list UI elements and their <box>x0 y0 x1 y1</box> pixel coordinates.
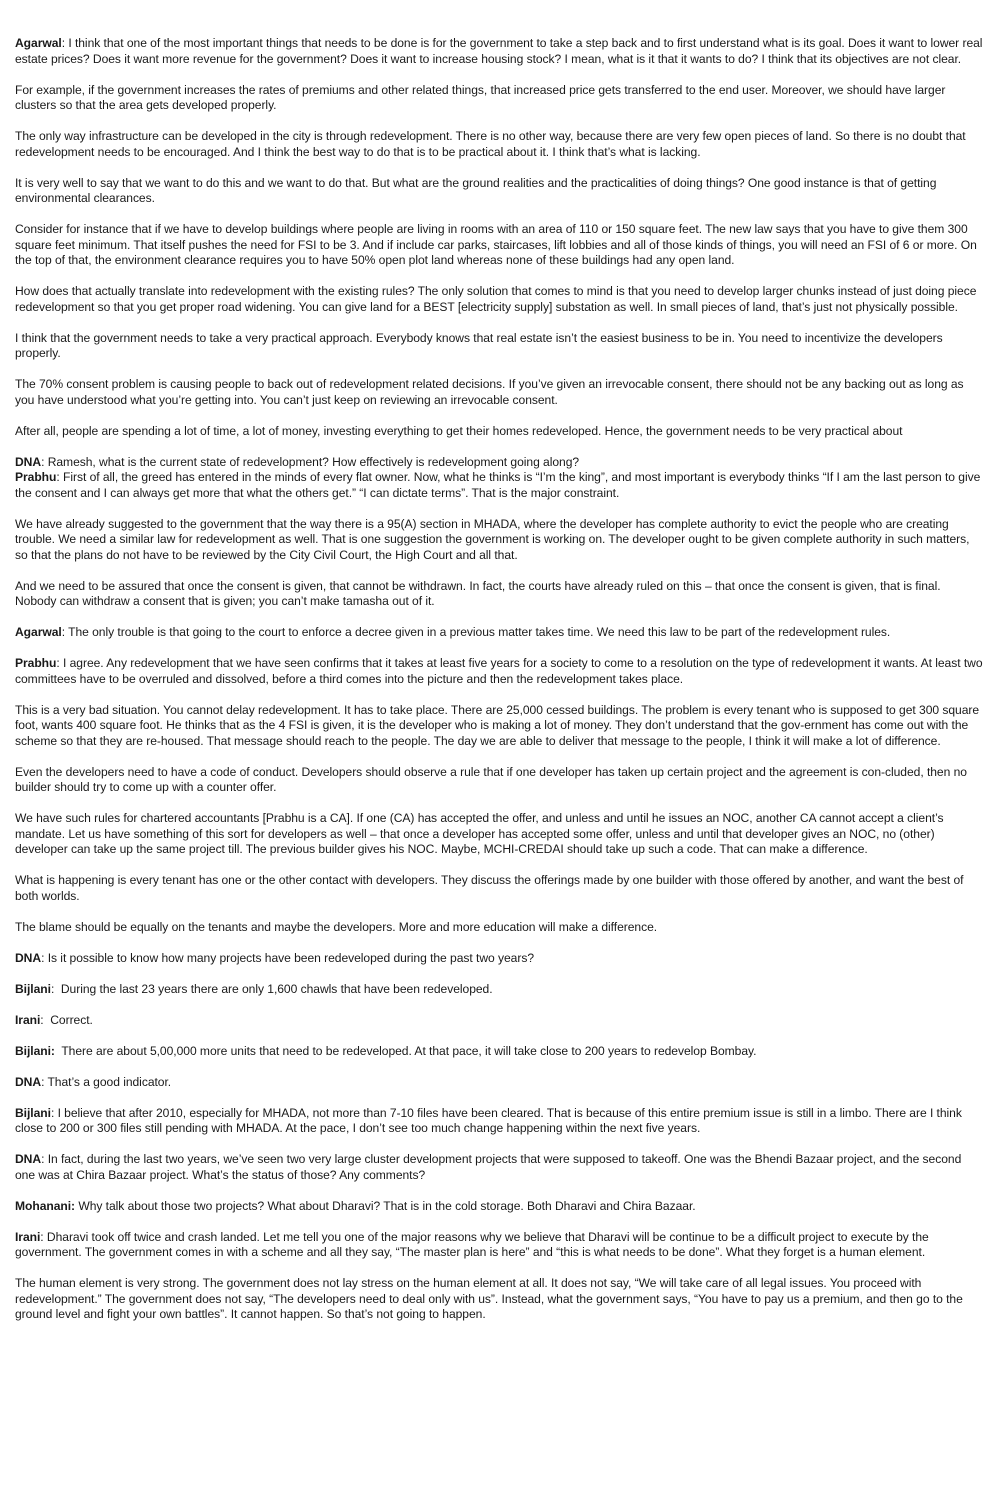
paragraph-text: What is happening is every tenant has one or the other contact with developers. They discuss the offerings made by one builder with those offered by another, and want the best of both worlds. <box>15 873 964 903</box>
paragraph-text: The 70% consent problem is causing people to back out of redevelopment related decisions. If you’ve given an irrevocable consent, there should not be any backing out as long as you have understood what you’re getting into. You can’t just keep on reviewing an irrevocable consent. <box>15 377 964 407</box>
paragraph-text: We have such rules for chartered accountants [Prabhu is a CA]. If one (CA) has accepted the offer, and unless and until he issues an NOC, another CA cannot accept a client’s mandate. Let us have something of this sort for developers as well – that once a developer has accepted some offer, unless and until that developer gives an NOC, no (other) developer can take up the same project till. The previous builder gives his NOC. Maybe, MCHI-CREDAI should take up such a code. That can make a difference. <box>15 811 944 856</box>
body-paragraph <box>15 129 984 160</box>
body-paragraph <box>15 331 984 362</box>
paragraph-text: First of all, the greed has entered in the minds of every flat owner. Now, what he thinks is “I’m the king”, and most important is everybody thinks “If I am the last person to give the consent and I can always get more that what the others get.” “I can dictate terms”. That is the major constraint. <box>15 470 981 500</box>
paragraph-text: Correct. <box>50 1012 93 1027</box>
speaker-name: Mohanani: <box>15 1198 76 1213</box>
paragraph-text: During the last 23 years there are only 1,600 chawls that have been redeveloped. <box>60 981 493 996</box>
body-paragraph <box>15 222 984 269</box>
speaker-name: Prabhu <box>15 656 57 670</box>
body-paragraph <box>15 517 984 564</box>
speaker-separator: : <box>41 1152 48 1166</box>
paragraph-text: Is it possible to know how many projects have been redeveloped during the past two years? <box>47 950 534 965</box>
body-paragraph <box>15 765 984 796</box>
body-paragraph <box>15 811 984 858</box>
speaker-name: Bijlani <box>15 1105 51 1120</box>
body-paragraph <box>15 1276 984 1323</box>
speaker-name: DNA <box>15 454 42 469</box>
speaker-separator: : <box>56 470 63 484</box>
speaker-name: DNA <box>15 1074 42 1089</box>
dialogue-paragraph <box>15 1106 984 1137</box>
speaker-name: Bijlani <box>15 981 51 996</box>
paragraph-text: For example, if the government increases the rates of premiums and other related things, that increased price gets transferred to the end user. Moreover, we should have larger clusters so that the area gets developed properly. <box>15 82 946 112</box>
speaker-separator: : <box>41 1074 48 1089</box>
dialogue-paragraph <box>15 951 984 967</box>
dialogue-paragraph <box>15 1013 984 1029</box>
paragraph-text: This is a very bad situation. You cannot delay redevelopment. It has to take place. There are 25,000 cessed buildings. The problem is every tenant who is supposed to get 300 square foot, wants 400 square foot. He thinks that as the 4 FSI is given, it is the developer who is making a lot of money. They don’t understand that the gov-ernment has come out with the scheme so that they are re-housed. That message should reach to the people. The day we are able to deliver that message to the people, I think it will make a lot of difference. <box>15 702 980 748</box>
paragraph-text: It is very well to say that we want to do this and we want to do that. But what are the ground realities and the practicalities of doing things? One good instance is that of getting environmental clearances. <box>15 175 937 205</box>
speaker-separator: : <box>40 1229 47 1244</box>
body-paragraph <box>15 424 984 440</box>
paragraph-text: The only way infrastructure can be developed in the city is through redevelopment. There is no other way, because there are very few open pieces of land. So there is no doubt that redevelopment needs to be encouraged. And I think the best way to do that is to be practical about it. I think that’s what is lacking. <box>15 129 966 159</box>
speaker-name: Irani <box>15 1012 41 1027</box>
paragraph-text: How does that actually translate into redevelopment with the existing rules? The only solution that comes to mind is that you need to develop larger chunks instead of just doing piece redevelopment so that you get proper road widening. You can give land for a BEST [electricity supply] substation as well. In small pieces of land, that’s just not physically possible. <box>15 284 977 314</box>
dialogue-paragraph <box>15 1230 984 1261</box>
speaker-separator: : <box>56 656 63 670</box>
paragraph-text: We have already suggested to the government that the way there is a 95(A) section in MHADA, where the developer has complete authority to evict the people who are creating trouble. We need a similar law for redevelopment as well. That is one suggestion the government is working on. The developer ought to be given complete authority in such matters, so that the plans do not have to be reviewed by the City Civil Court, the High Court and all that. <box>15 516 970 562</box>
speaker-name: DNA <box>15 950 42 965</box>
body-paragraph <box>15 920 984 936</box>
paragraph-text: After all, people are spending a lot of time, a lot of money, investing everything to get their homes redeveloped. Hence, the government needs to be very practical about <box>15 423 903 438</box>
speaker-name: Prabhu <box>15 470 57 484</box>
body-paragraph <box>15 703 984 750</box>
paragraph-text: Consider for instance that if we have to develop buildings where people are living in rooms with an area of 110 or 150 square feet. The new law says that you have to give them 300 square feet minimum. That itself pushes the need for FSI to be 3. And if include car parks, staircases, lift lobbies and all of those kinds of things, you will need an FSI of 6 or more. On the top of that, the environment clearance requires you to have 50% open plot land whereas none of these buildings had any open land. <box>15 222 977 267</box>
body-paragraph <box>15 284 984 315</box>
body-paragraph <box>15 83 984 114</box>
paragraph-text: I think that the government needs to take a very practical approach. Everybody knows that real estate isn’t the easiest business to be in. You need to incentivize the developers properly. <box>15 330 943 360</box>
dialogue-paragraph <box>15 470 984 501</box>
speaker-separator: : <box>41 950 48 965</box>
body-paragraph <box>15 873 984 904</box>
speaker-name: Bijlani: <box>15 1043 55 1058</box>
speaker-separator: : <box>61 625 69 639</box>
paragraph-text: Why talk about those two projects? What about Dharavi? That is in the cold storage. Both Dharavi and Chira Bazaar. <box>78 1198 696 1213</box>
paragraph-text: In fact, during the last two years, we’ve seen two very large cluster development projects that were supposed to takeoff. One was the Bhendi Bazaar project, and the second one was at Chira Bazaar project. What’s the status of those? Any comments? <box>15 1152 962 1182</box>
speaker-name: Agarwal <box>15 36 62 50</box>
body-paragraph <box>15 176 984 207</box>
speaker-name: DNA <box>15 1152 42 1166</box>
paragraph-text: The human element is very strong. The government does not lay stress on the human element at all. It does not say, “We will take care of all legal issues. You proceed with redevelopment.” The government does not say, “The developers need to deal only with us”. Instead, what the government says, “You have to pay us a premium, and then go to the ground level and fight your own battles”. It cannot happen. So that’s not going to happen. <box>15 1276 963 1321</box>
paragraph-text: That’s a good indicator. <box>47 1074 172 1089</box>
dialogue-paragraph <box>15 455 984 471</box>
speaker-separator: : <box>50 981 61 996</box>
speaker-separator: : <box>40 1012 51 1027</box>
speaker-name: Agarwal <box>15 625 62 639</box>
paragraph-text: Even the developers need to have a code of conduct. Developers should observe a rule that if one developer has taken up certain project and the agreement is con-cluded, then no builder should try to come up with a counter offer. <box>15 764 967 794</box>
paragraph-text: Dharavi took off twice and crash landed. Let me tell you one of the major reasons why we believe that Dharavi will be continue to be a difficult project to execute by the government. The government comes in with a scheme and all they say, “The master plan is here” and “this is what needs to be done”. What they forget is a human element. <box>15 1229 929 1259</box>
dialogue-paragraph <box>15 1152 984 1183</box>
paragraph-text: And we need to be assured that once the consent is given, that cannot be withdrawn. In fact, the courts have already ruled on this – that once the consent is given, that is final. Nobody can withdraw a consent that is given; you can’t make tamasha out of it. <box>15 578 941 608</box>
paragraph-text: I agree. Any redevelopment that we have seen confirms that it takes at least five years for a society to come to a resolution on the type of redevelopment it wants. At least two committees have to be overruled and dissolved, before a third comes into the picture and then the redevelopment takes place. <box>15 656 983 686</box>
dialogue-paragraph <box>15 656 984 687</box>
paragraph-text: I believe that after 2010, especially for MHADA, not more than 7-10 files have been cleared. That is because of this entire premium issue is still in a limbo. There are I think close to 200 or 300 files still pending with MHADA. At the pace, I don’t see too much change happening within the next five years. <box>15 1105 962 1135</box>
body-paragraph <box>15 377 984 408</box>
paragraph-text: The only trouble is that going to the court to enforce a decree given in a previous matter takes time. We need this law to be part of the redevelopment rules. <box>68 625 891 639</box>
paragraph-text: Ramesh, what is the current state of redevelopment? How effectively is redevelopment going along? <box>47 454 580 469</box>
paragraph-text: I think that one of the most important things that needs to be done is for the government to take a step back and to first understand what is its goal. Does it want to lower real estate prices? Does it want more revenue for the government? Does it want to increase housing stock? I mean, what is it that it wants to do? I think that its objectives are not clear. <box>15 36 983 66</box>
paragraph-text: There are about 5,00,000 more units that need to be redeveloped. At that pace, it will take close to 200 years to redevelop Bombay. <box>61 1043 757 1058</box>
dialogue-paragraph <box>15 1199 984 1215</box>
dialogue-paragraph <box>15 1075 984 1091</box>
speaker-separator: : <box>41 454 48 469</box>
dialogue-paragraph <box>15 36 984 67</box>
dialogue-paragraph <box>15 982 984 998</box>
dialogue-paragraph <box>15 625 984 641</box>
paragraph-text: The blame should be equally on the tenants and maybe the developers. More and more education will make a difference. <box>15 919 658 934</box>
speaker-separator: : <box>61 36 69 50</box>
body-paragraph <box>15 579 984 610</box>
dialogue-paragraph <box>15 1044 984 1060</box>
speaker-separator: : <box>50 1105 58 1120</box>
speaker-name: Irani <box>15 1229 41 1244</box>
